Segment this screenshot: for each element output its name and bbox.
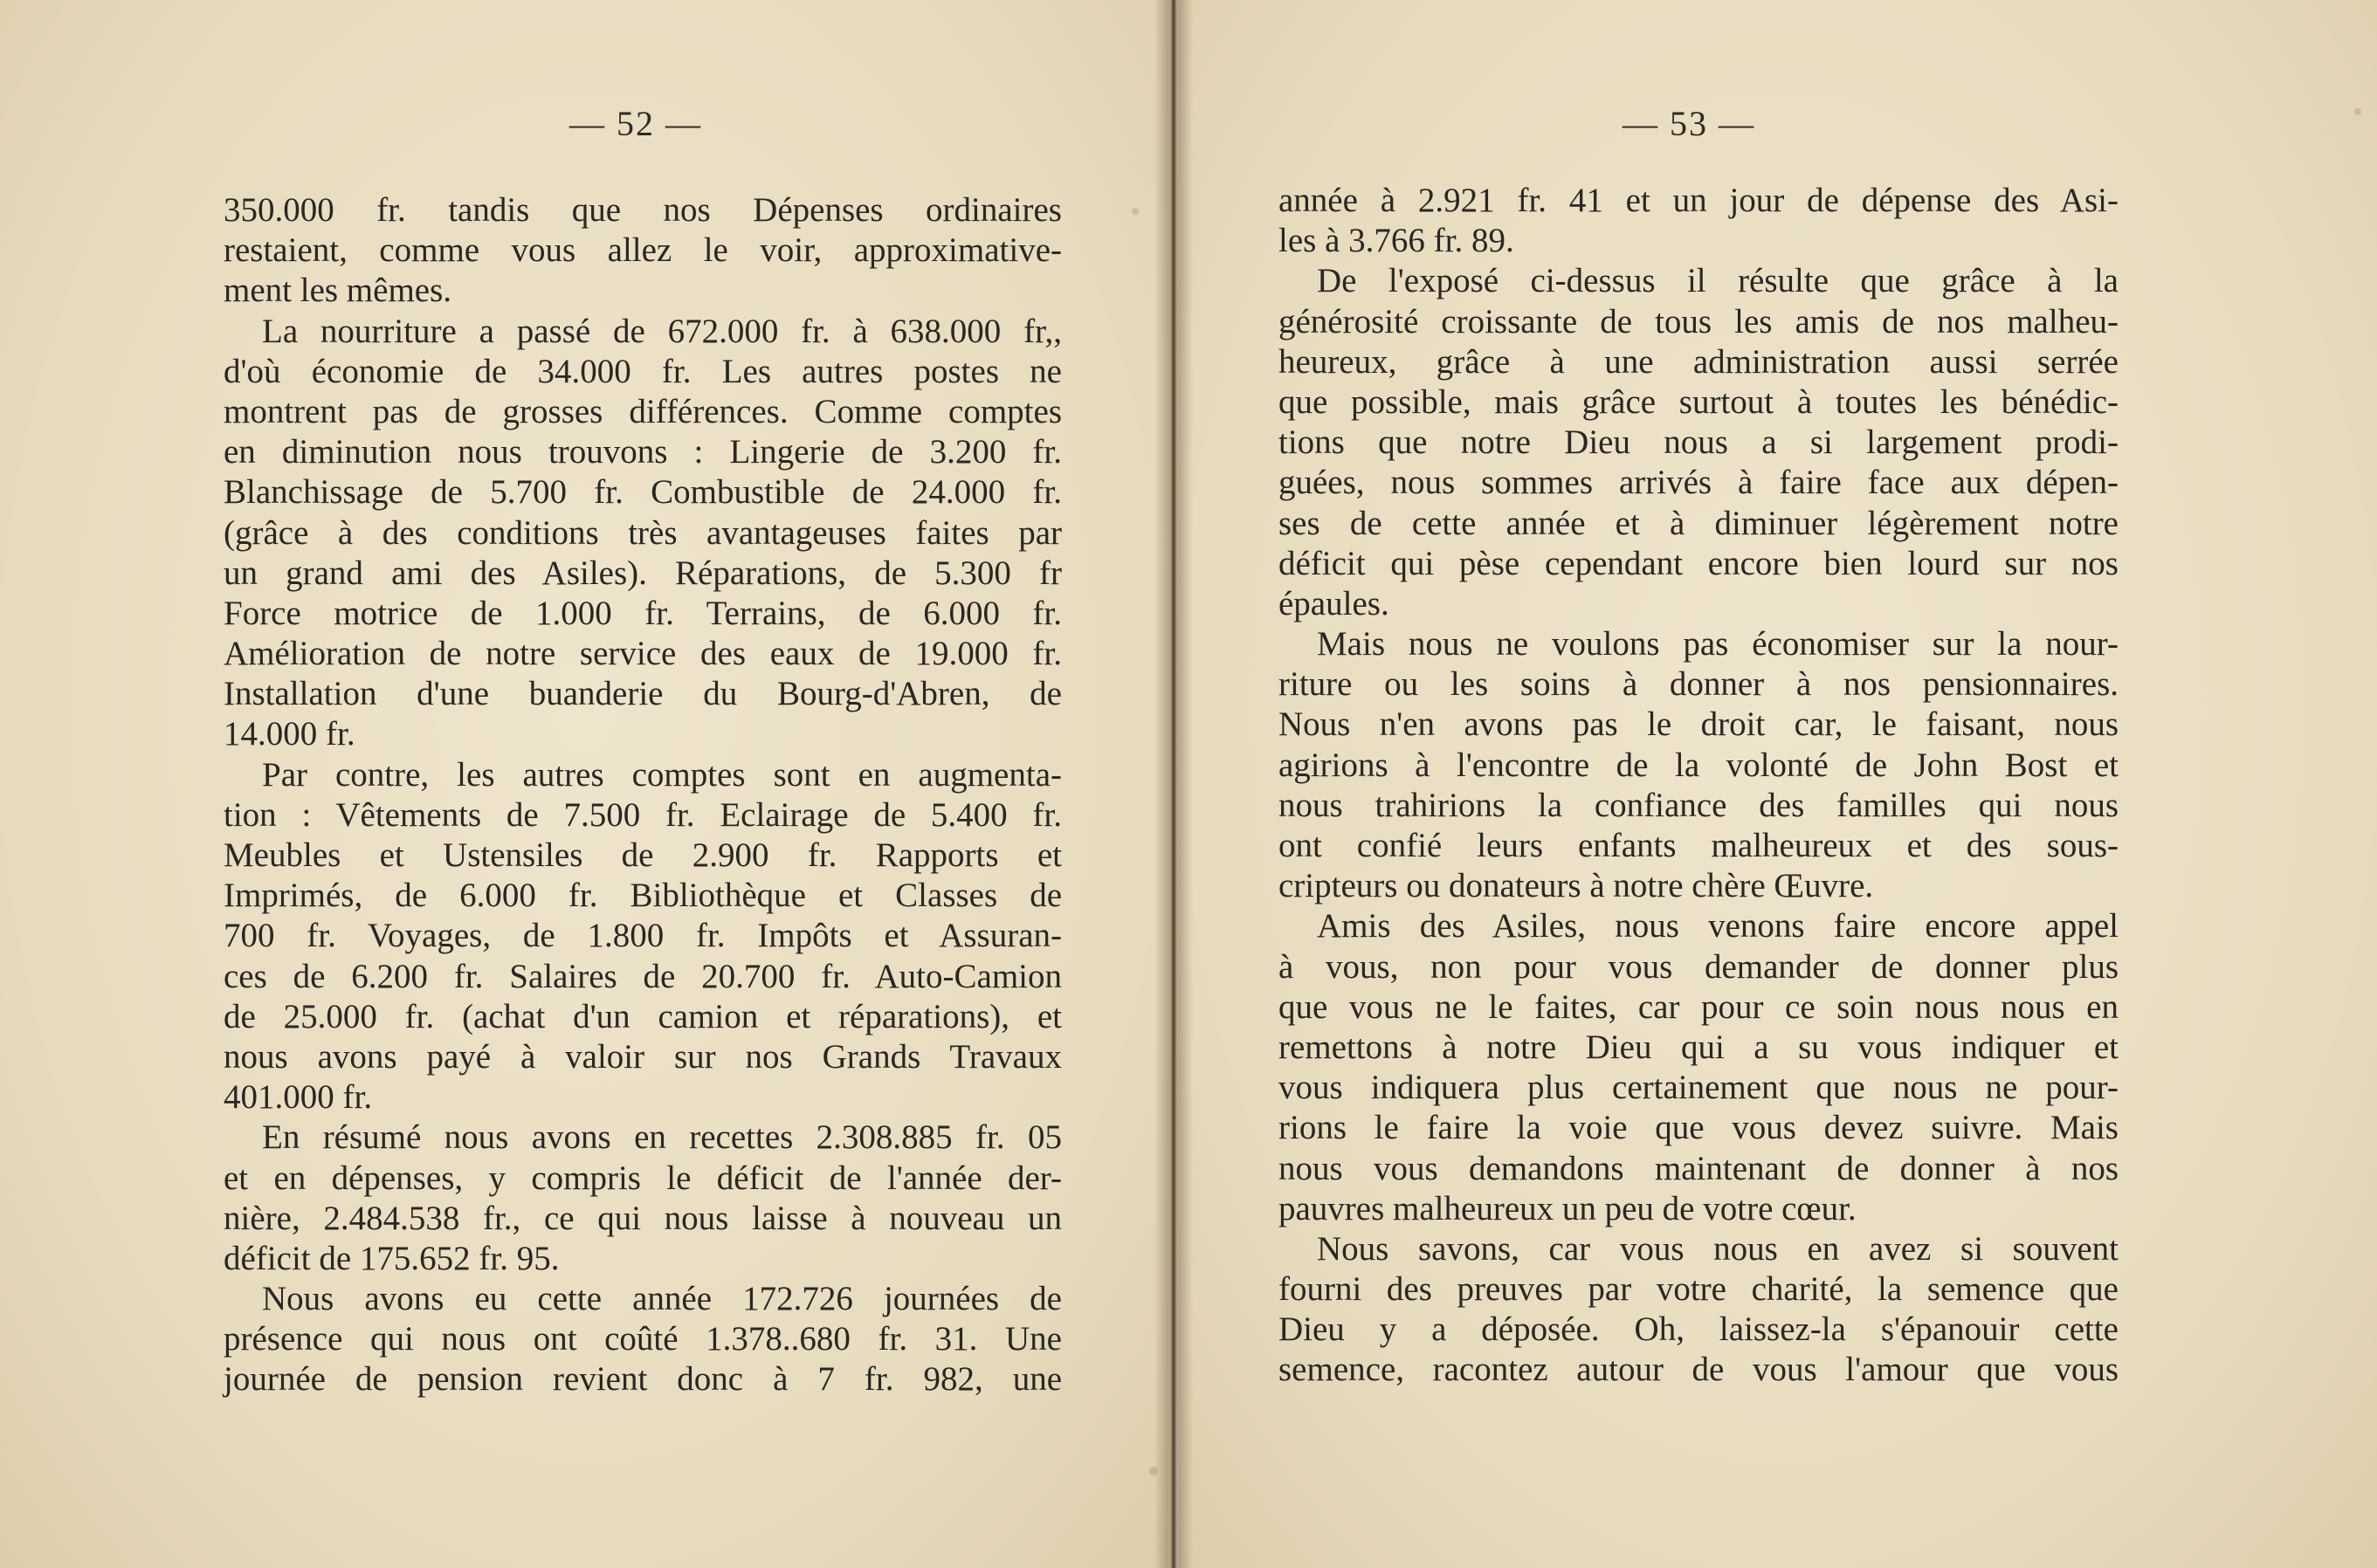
text-line: les à 3.766 fr. 89. [1278, 222, 1514, 260]
text-line: présence qui nous ont coûté 1.378..680 fr. 31. Une [224, 1320, 1062, 1358]
text-line: En résumé nous avons en recettes 2.308.885 fr. 05 [262, 1118, 1062, 1157]
text-line: fourni des preuves par votre charité, la semence que [1278, 1270, 2119, 1309]
text-line: ment les mêmes. [224, 272, 452, 310]
text-line: Nous savons, car vous nous en avez si souvent [1317, 1229, 2119, 1268]
text-line: Dieu y a déposée. Oh, laissez-la s'épanouir cette [1278, 1310, 2119, 1349]
text-line: nous trahirions la confiance des familles qui nous [1278, 786, 2119, 824]
text-line: que possible, mais grâce surtout à toutes les bénédic- [1278, 382, 2119, 421]
text-line: tions que notre Dieu nous a si largement prodi- [1278, 423, 2119, 462]
text-line: Nous avons eu cette année 172.726 journées de [262, 1280, 1062, 1318]
text-line: semence, racontez autour de vous l'amour que vous [1278, 1351, 2119, 1389]
text-line: (grâce à des conditions très avantageuses faites par [224, 513, 1062, 552]
text-line: ont confié leurs enfants malheureux et des sous- [1278, 827, 2119, 864]
text-line: nière, 2.484.538 fr., ce qui nous laisse à nouveau un [224, 1199, 1062, 1237]
text-line: riture ou les soins à donner à nos pensionnaires. [1278, 665, 2119, 704]
text-line: Amélioration de notre service des eaux de 19.000 fr. [224, 635, 1062, 673]
text-line: guées, nous sommes arrivés à faire face aux dépen- [1278, 464, 2119, 502]
text-line: de 25.000 fr. (achat d'un camion et réparations), et [224, 997, 1062, 1035]
text-line: Mais nous ne voulons pas économiser sur la nour- [1317, 625, 2119, 664]
text-line: d'où économie de 34.000 fr. Les autres postes ne [224, 352, 1062, 390]
text-line: à vous, non pour vous demander de donner plus [1278, 947, 2119, 986]
text-line: Force motrice de 1.000 fr. Terrains, de 6.000 fr. [224, 594, 1062, 632]
text-line: que vous ne le faites, car pour ce soin nous nous en [1278, 987, 2119, 1026]
left-page-text [224, 190, 1062, 1400]
text-line: générosité croissante de tous les amis de nos malheu- [1278, 302, 2119, 340]
text-line: 401.000 fr. [224, 1078, 373, 1117]
text-line: épaules. [1278, 584, 1389, 622]
paper-spot [2354, 108, 2361, 115]
text-line: nous avons payé à valoir sur nos Grands Travaux [224, 1037, 1062, 1076]
paper-spot [1132, 208, 1139, 215]
text-line: cripteurs ou donateurs à notre chère Œuvre. [1278, 867, 1874, 905]
text-line: année à 2.921 fr. 41 et un jour de dépense des Asi- [1278, 182, 2119, 219]
text-line: déficit qui pèse cependant encore bien lourd sur nos [1278, 544, 2119, 582]
text-line: 14.000 fr. [224, 715, 355, 753]
text-line: montrent pas de grosses différences. Comme comptes [224, 392, 1062, 430]
text-line: 350.000 fr. tandis que nos Dépenses ordinaires [224, 191, 1062, 229]
text-line: vous indiquera plus certainement que nous ne pour- [1278, 1069, 2119, 1107]
text-line: 700 fr. Voyages, de 1.800 fr. Impôts et Assuran- [224, 917, 1062, 955]
text-line: Blanchissage de 5.700 fr. Combustible de 24.000 fr. [224, 473, 1062, 512]
text-line: journée de pension revient donc à 7 fr. 982, une [224, 1360, 1062, 1399]
text-line: Meubles et Ustensiles de 2.900 fr. Rapports et [224, 836, 1062, 874]
text-line: Nous n'en avons pas le droit car, le faisant, nous [1278, 705, 2119, 744]
page-number-right: — 53 — [1623, 104, 1755, 143]
text-line: un grand ami des Asiles). Réparations, de 5.300 fr [224, 554, 1062, 592]
text-line: Par contre, les autres comptes sont en augmenta- [262, 755, 1062, 794]
text-line: remettons à notre Dieu qui a su vous indiquer et [1278, 1028, 2119, 1066]
text-line: De l'exposé ci-dessus il résulte que grâce à la [1317, 262, 2119, 300]
text-line: pauvres malheureux un peu de votre cœur. [1278, 1189, 1857, 1228]
text-line: agirions à l'encontre de la volonté de John Bost et [1278, 746, 2119, 784]
text-line: déficit de 175.652 fr. 95. [224, 1239, 560, 1277]
text-line: Imprimés, de 6.000 fr. Bibliothèque et Classes de [224, 877, 1062, 915]
text-line: ses de cette année et à diminuer légèrement notre [1278, 504, 2119, 542]
text-line: Installation d'une buanderie du Bourg-d'Abren, de [224, 675, 1062, 713]
text-line: heureux, grâce à une administration aussi serrée [1278, 342, 2119, 381]
text-line: et en dépenses, y compris le déficit de l'année der- [224, 1159, 1062, 1197]
text-line: en diminution nous trouvons : Lingerie de 3.200 fr. [224, 433, 1062, 471]
text-line: restaient, comme vous allez le voir, approximative- [224, 231, 1062, 270]
page-number-left: — 52 — [569, 104, 702, 143]
right-page-text [1278, 181, 2119, 1391]
text-line: rions le faire la voie que vous devez suivre. Mais [1278, 1109, 2119, 1147]
book-gutter [1154, 0, 1193, 1568]
text-line: tion : Vêtements de 7.500 fr. Eclairage de 5.400 fr. [224, 795, 1062, 834]
text-line: ces de 6.200 fr. Salaires de 20.700 fr. Auto-Camion [224, 957, 1062, 995]
text-line: nous vous demandons maintenant de donner à nos [1278, 1149, 2119, 1187]
text-line: La nourriture a passé de 672.000 fr. à 638.000 fr,, [262, 312, 1062, 350]
text-line: Amis des Asiles, nous venons faire encore appel [1317, 907, 2119, 946]
